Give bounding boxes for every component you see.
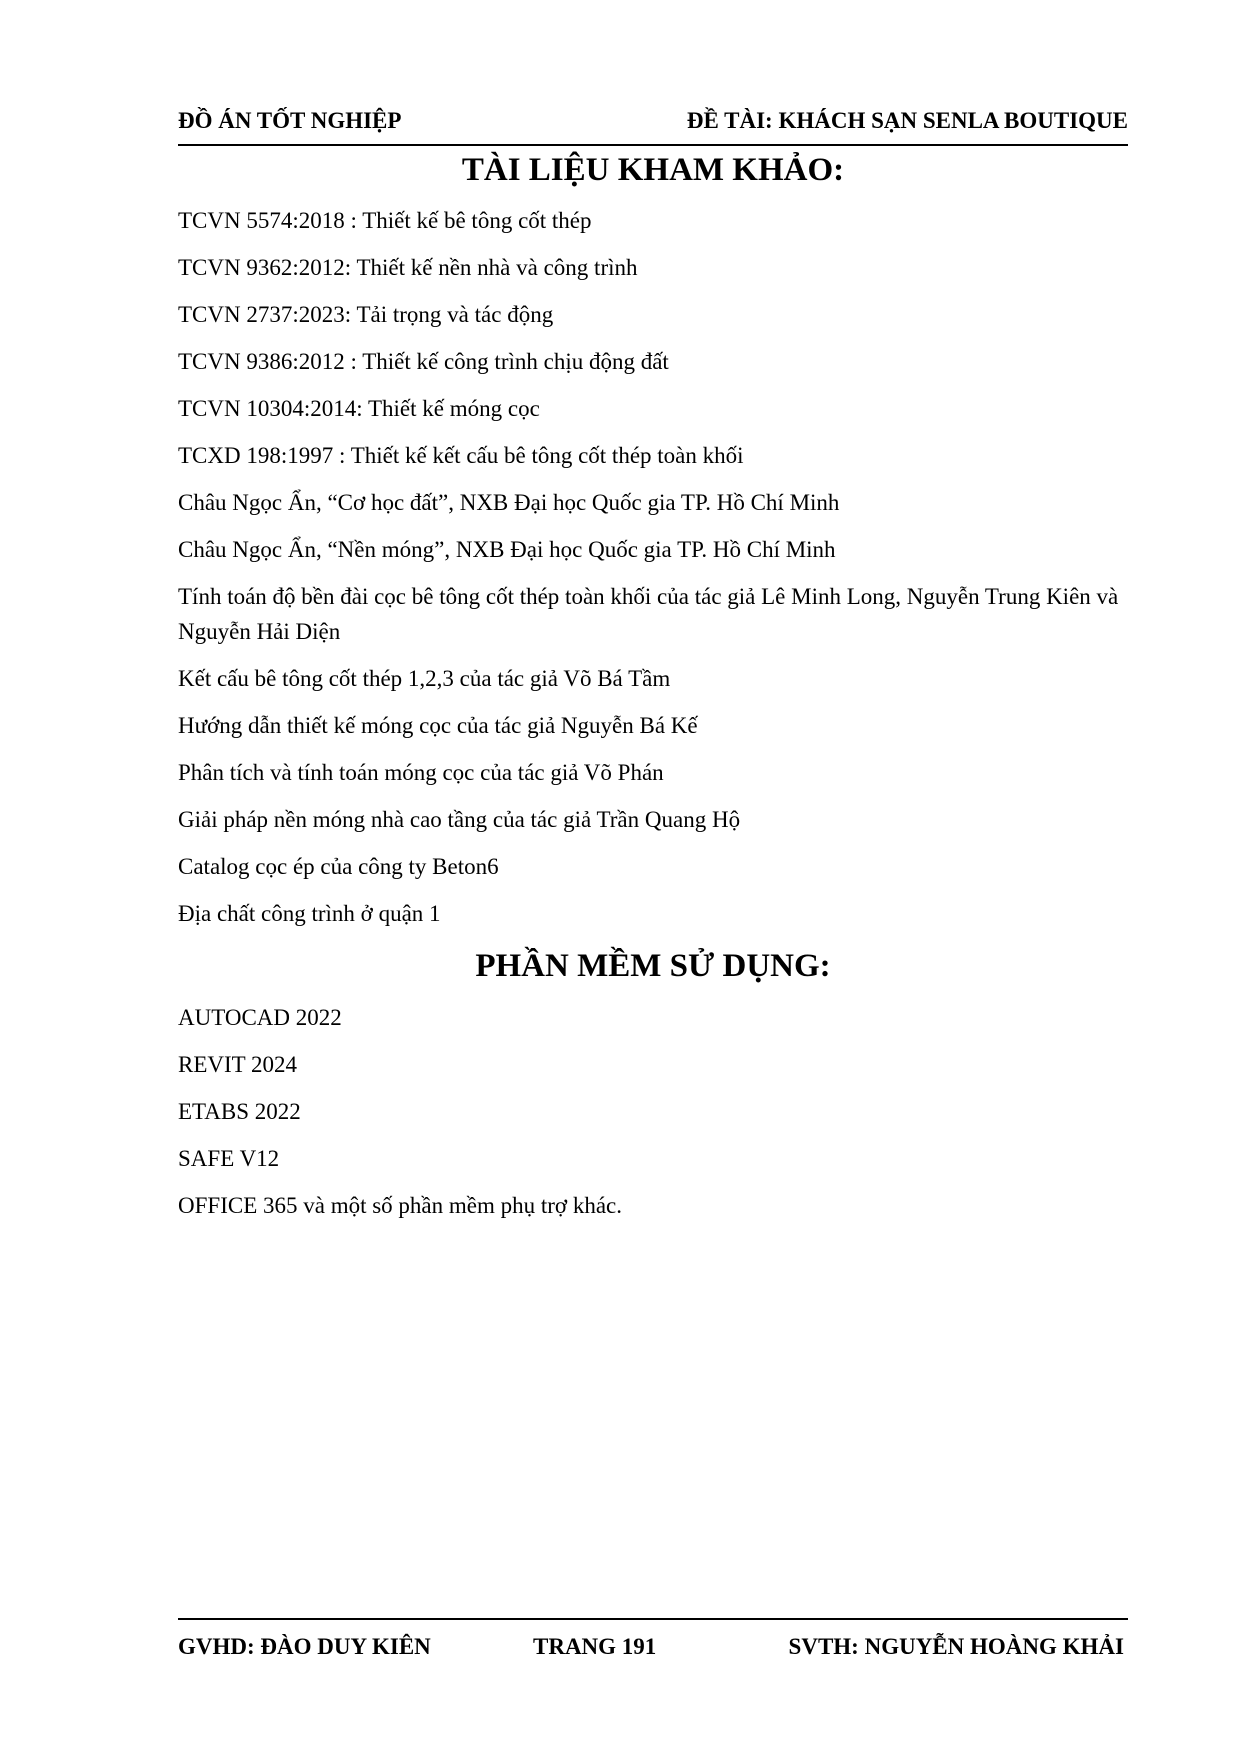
page-header [178,106,1128,146]
list-item: Giải pháp nền móng nhà cao tầng của tác giả Trần Quang Hộ [178,807,741,832]
header-project-label: ĐỒ ÁN TỐT NGHIỆP [178,108,402,133]
references-title: TÀI LIỆU KHAM KHẢO: [461,152,845,188]
list-item: TCXD 198:1997 : Thiết kế kết cấu bê tông cốt thép toàn khối [178,443,744,468]
page-footer [178,1618,1128,1662]
list-item: TCVN 10304:2014: Thiết kế móng cọc [178,396,540,421]
list-item: Châu Ngọc Ẩn, “Nền móng”, NXB Đại học Quốc gia TP. Hồ Chí Minh [178,537,836,562]
list-item: Hướng dẫn thiết kế móng cọc của tác giả Nguyễn Bá Kế [178,713,698,738]
footer-page-number: TRANG 191 [533,1634,657,1659]
footer-advisor: GVHD: ĐÀO DUY KIÊN [178,1634,431,1659]
list-item: SAFE V12 [178,1146,280,1171]
list-item: ETABS 2022 [178,1099,301,1124]
software-title: PHẦN MỀM SỬ DỤNG: [475,948,831,984]
references-list [178,203,1128,943]
list-item: Châu Ngọc Ẩn, “Cơ học đất”, NXB Đại học Quốc gia TP. Hồ Chí Minh [178,490,840,515]
list-item: Kết cấu bê tông cốt thép 1,2,3 của tác giả Võ Bá Tầm [178,666,671,691]
software-list [178,1000,1128,1235]
list-item: TCVN 5574:2018 : Thiết kế bê tông cốt thép [178,208,592,233]
header-topic-label: ĐỀ TÀI: KHÁCH SẠN SENLA BOUTIQUE [686,108,1128,133]
footer-student: SVTH: NGUYỄN HOÀNG KHẢI [788,1634,1124,1659]
list-item: Địa chất công trình ở quận 1 [178,901,441,926]
list-item: Tính toán độ bền đài cọc bê tông cốt thép toàn khối của tác giả Lê Minh Long, Nguyễn Trung Kiên và Nguyễn Hải Diện [178,584,1119,644]
list-item: Catalog cọc ép của công ty Beton6 [178,854,499,879]
list-item: TCVN 9386:2012 : Thiết kế công trình chịu động đất [178,349,669,374]
list-item: REVIT 2024 [178,1052,298,1077]
list-item: TCVN 9362:2012: Thiết kế nền nhà và công trình [178,255,638,280]
list-item: TCVN 2737:2023: Tải trọng và tác động [178,302,554,327]
list-item: Phân tích và tính toán móng cọc của tác giả Võ Phán [178,760,664,785]
list-item: AUTOCAD 2022 [178,1005,342,1030]
list-item: OFFICE 365 và một số phần mềm phụ trợ khác. [178,1193,623,1218]
